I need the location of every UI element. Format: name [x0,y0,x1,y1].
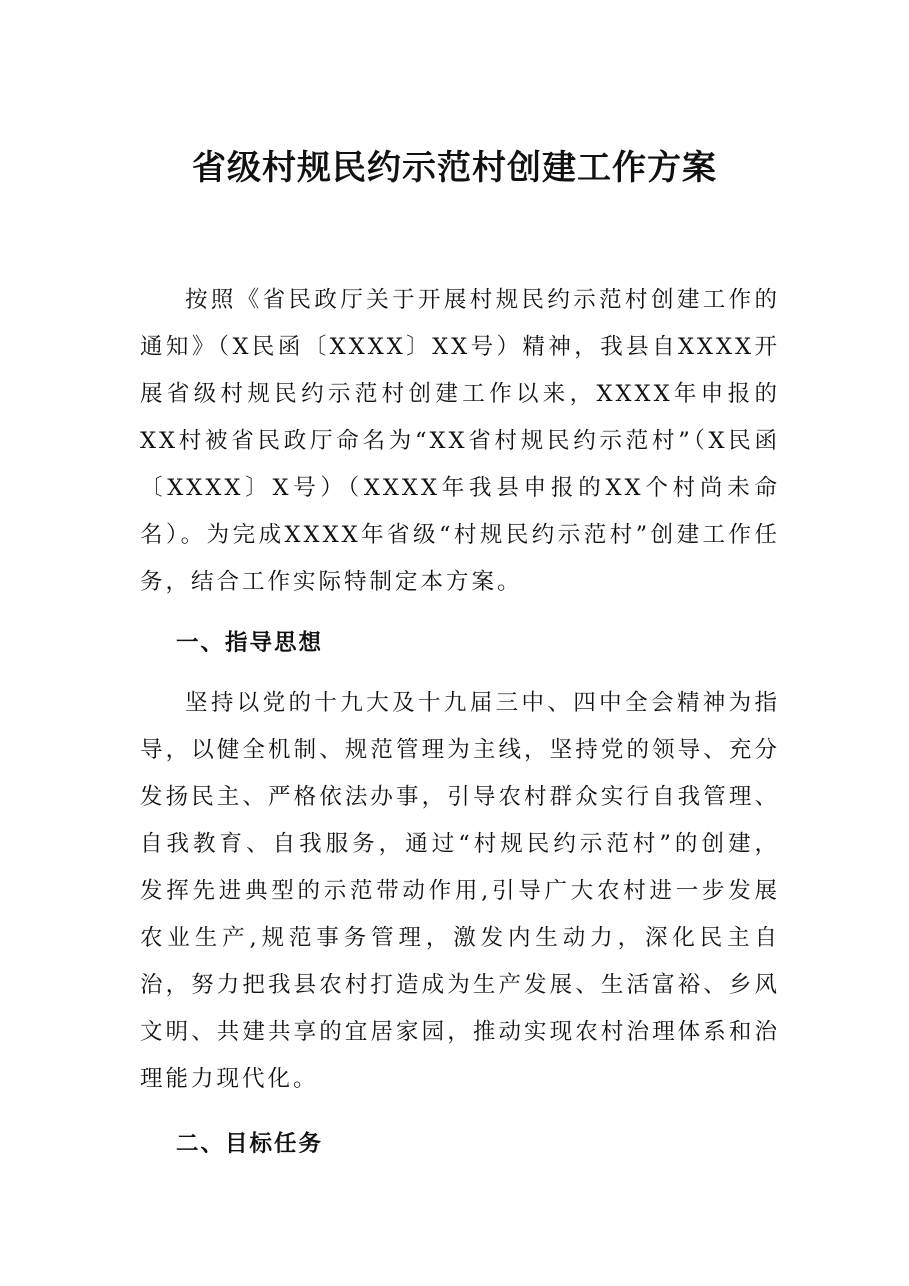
section-heading-guiding-ideology: 一、指导思想 [176,630,324,656]
document-title: 省级村规民约示范村创建工作方案 [192,148,717,188]
section-body-guiding-ideology: 坚持以党的十九大及十九届三中、四中全会精神为指导，以健全机制、规范管理为主线，坚持党的领导、充分发扬民主、严格依法办事，引导农村群众实行自我管理、自我教育、自我服务，通过“村规民约示范村”的创建，发挥先进典型的示范带动作用,引导广大农村进一步发展农业生产,规范事务管理，激发内生动力，深化民主自治，努力把我县农村打造成为生产发展、生活富裕、乡风文明、共建共享的宜居家园，推动实现农村治理体系和治理能力现代化。 [140,690,780,1092]
section-heading-targets-tasks: 二、目标任务 [176,1131,324,1157]
intro-paragraph: 按照《省民政厅关于开展村规民约示范村创建工作的通知》（X民函〔XXXX〕XX号）精神，我县自XXXX开展省级村规民约示范村创建工作以来，XXXX年申报的XX村被省民政厅命名为“XX省村规民约示范村”（X民函〔XXXX〕X号）（XXXX年我县申报的XX个村尚未命名）。为完成XXXX年省级“村规民约示范村”创建工作任务，结合工作实际特制定本方案。 [140,287,780,595]
